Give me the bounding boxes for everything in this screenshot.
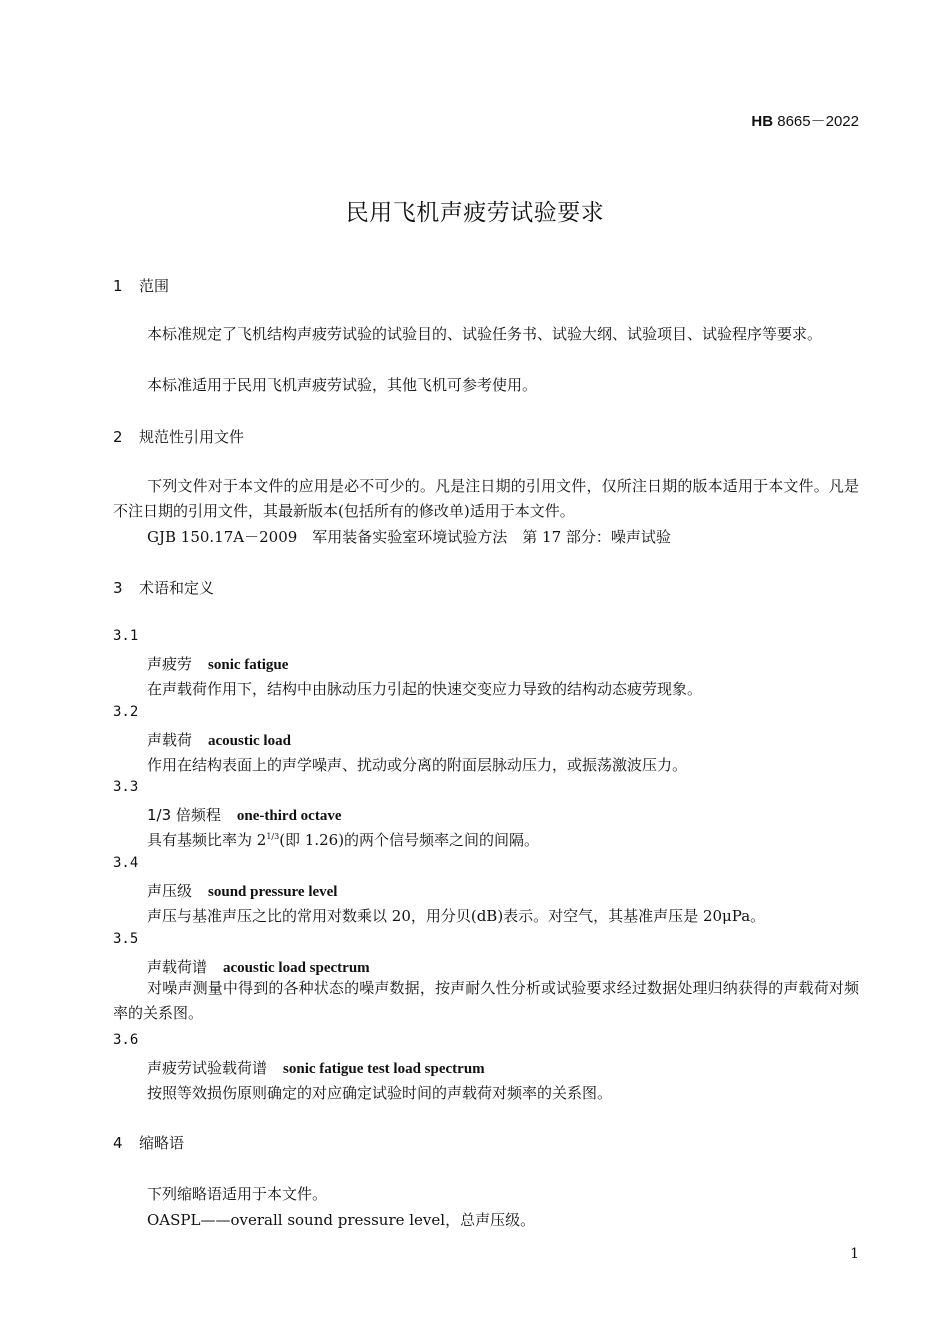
normative-reference: GJB 150.17A－2009 军用装备实验室环境试验方法 第 17 部分：噪声试验 bbox=[147, 528, 671, 546]
term-heading: 1/3 倍频程 one-third octave bbox=[147, 806, 342, 824]
clause-number: 3.4 bbox=[113, 855, 139, 871]
clause-number: 3.2 bbox=[113, 704, 139, 720]
term-heading: 声疲劳试验载荷谱 sonic fatigue test load spectrum bbox=[147, 1059, 485, 1077]
clause-number: 3.5 bbox=[113, 931, 139, 947]
section-2-heading: 2 规范性引用文件 bbox=[113, 428, 245, 446]
section-1-heading: 1 范围 bbox=[113, 277, 170, 295]
clause-number: 3.3 bbox=[113, 779, 139, 795]
term-definition: 在声载荷作用下，结构中由脉动压力引起的快速交变应力导致的结构动态疲劳现象。 bbox=[147, 680, 703, 698]
abbreviation-entry: OASPL——overall sound pressure level，总声压级。 bbox=[147, 1211, 536, 1229]
term-definition: 作用在结构表面上的声学噪声、扰动或分离的附面层脉动压力，或振荡激波压力。 bbox=[147, 756, 688, 774]
term-heading: 声载荷谱 acoustic load spectrum bbox=[147, 958, 370, 976]
section-1-paragraph-1: 本标准规定了飞机结构声疲劳试验的试验目的、试验任务书、试验大纲、试验项目、试验程序等要求。 bbox=[147, 325, 823, 343]
section-4-heading: 4 缩略语 bbox=[113, 1134, 185, 1152]
term-heading: 声压级 sound pressure level bbox=[147, 882, 338, 900]
section-4-paragraph-1: 下列缩略语适用于本文件。 bbox=[147, 1185, 328, 1203]
term-definition: 对噪声测量中得到的各种状态的噪声数据，按声耐久性分析或试验要求经过数据处理归纳获得的声载荷对频率的关系图。 bbox=[113, 979, 859, 1022]
standard-number: HB 8665－2022 bbox=[751, 113, 859, 130]
term-definition: 具有基频比率为 $2^{1/3}$(即 1.26)的两个信号频率之间的间隔。 bbox=[147, 831, 540, 849]
term-definition: 按照等效损伤原则确定的对应确定试验时间的声载荷对频率的关系图。 bbox=[147, 1084, 613, 1102]
section-1-paragraph-2: 本标准适用于民用飞机声疲劳试验，其他飞机可参考使用。 bbox=[147, 376, 538, 394]
document-title: 民用飞机声疲劳试验要求 bbox=[345, 200, 605, 226]
clause-number: 3.1 bbox=[113, 628, 139, 644]
clause-number: 3.6 bbox=[113, 1032, 139, 1048]
page-number: 1 bbox=[850, 1246, 859, 1262]
term-heading: 声载荷 acoustic load bbox=[147, 731, 291, 749]
term-heading: 声疲劳 sonic fatigue bbox=[147, 655, 289, 673]
section-2-paragraph-1: 下列文件对于本文件的应用是必不可少的。凡是注日期的引用文件，仅所注日期的版本适用于本文件。凡是不注日期的引用文件，其最新版本(包括所有的修改单)适用于本文件。 bbox=[113, 477, 859, 520]
section-3-heading: 3 术语和定义 bbox=[113, 579, 215, 597]
term-definition: 声压与基准声压之比的常用对数乘以 20，用分贝(dB)表示。对空气，其基准声压是 20μPa。 bbox=[147, 907, 766, 925]
